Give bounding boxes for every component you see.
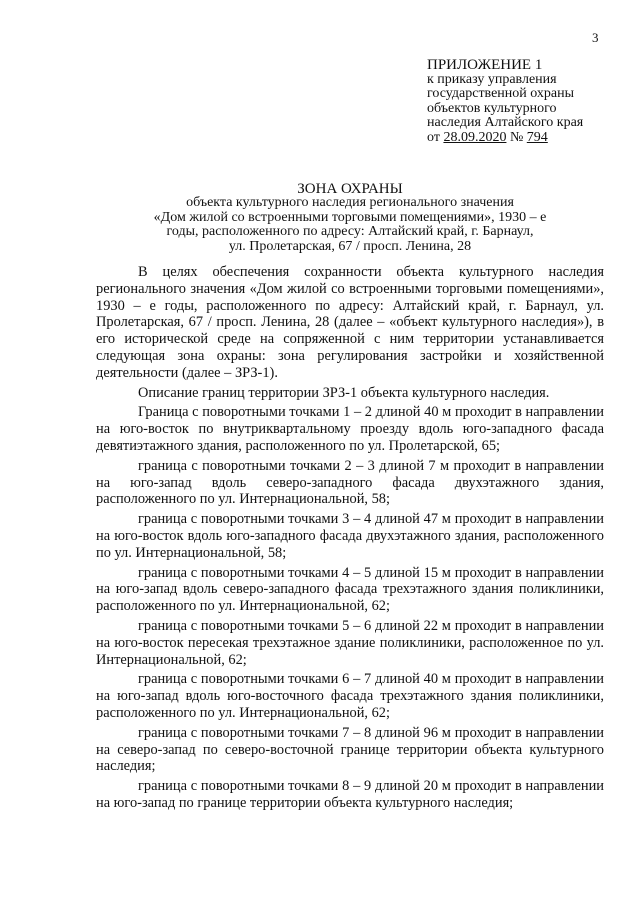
title-line: годы, расположенного по адресу: Алтайский край, г. Барнаул,: [166, 224, 534, 240]
paragraph: граница с поворотными точками 3 – 4 длиной 47 м проходит в направлении на юго-восток вдоль юго-западного фасада двухэтажного здания, расположенного по ул. Интернациональной, 58;: [96, 511, 604, 561]
title-line: ул. Пролетарская, 67 / просп. Ленина, 28: [228, 238, 472, 254]
document-body: [96, 264, 604, 812]
paragraph: граница с поворотными точками 4 – 5 длиной 15 м проходит в направлении на юго-запад вдоль северо-западного фасада трехэтажного здания поликлиники, расположенного по ул. Интернациональной, 62;: [96, 564, 604, 615]
paragraph: граница с поворотными точками 5 – 6 длиной 22 м проходит в направлении на юго-восток пересекая трехэтажное здание поликлиники, расположенное по ул. Интернациональной, 62;: [96, 617, 604, 668]
document-title: ЗОНА ОХРАНЫ: [297, 181, 403, 197]
paragraph: граница с поворотными точками 7 – 8 длиной 96 м проходит в направлении на северо-запад по северо-восточной границе территории объекта культурного наследия;: [96, 724, 604, 775]
paragraph: В целях обеспечения сохранности объекта культурного наследия регионального значения «Дом жилой со встроенными торговыми помещениями», 1930 – е годы, расположенного по адресу: Алтайский край, г. Барнаул, ул. Пролетарская, 67 / просп. Ленина, 28 (далее – «объект культурного наследия»), в его исторической среде на сопряженной с ним территории устанавливается следующая зона охраны: зона регулирования застройки и хозяйственной деятельности (далее – ЗРЗ-1).: [96, 264, 604, 381]
paragraph: Граница с поворотными точками 1 – 2 длиной 40 м проходит в направлении на юго-восток по внутриквартальному проезду вдоль юго-западного фасада девятиэтажного здания, расположенного по ул. Пролетарской, 65;: [96, 404, 604, 454]
paragraph: граница с поворотными точками 8 – 9 длиной 20 м проходит в направлении на юго-запад по границе территории объекта культурного наследия;: [96, 778, 604, 811]
appendix-block: [427, 58, 583, 145]
number-sign: №: [506, 129, 527, 145]
paragraph: граница с поворотными точками 2 – 3 длиной 7 м проходит в направлении на юго-запад вдоль северо-западного фасада двухэтажного здания, расположенного по ул. Интернациональной, 58;: [96, 457, 604, 508]
date-prefix: от: [427, 129, 444, 145]
paragraph: Описание границ территории ЗРЗ-1 объекта культурного наследия.: [138, 384, 550, 401]
title-block: [96, 182, 604, 254]
appendix-line: наследия Алтайского края: [427, 115, 584, 130]
appendix-date-line: [427, 131, 583, 146]
appendix-line: к приказу управления: [427, 71, 557, 87]
appendix-line: объектов культурного: [427, 100, 557, 116]
order-date: 28.09.2020: [443, 129, 507, 145]
appendix-heading: ПРИЛОЖЕНИЕ 1: [427, 57, 543, 73]
page-number: 3: [592, 30, 599, 45]
title-line: объекта культурного наследия регионального значения: [186, 195, 514, 211]
paragraph: граница с поворотными точками 6 – 7 длиной 40 м проходит в направлении на юго-запад вдоль юго-восточного фасада трехэтажного здания поликлиники, расположенного по ул. Интернациональной, 62;: [96, 671, 604, 721]
appendix-line: государственной охраны: [427, 86, 575, 101]
title-line: «Дом жилой со встроенными торговыми помещениями», 1930 – е: [153, 209, 547, 225]
order-number: 794: [526, 129, 548, 145]
